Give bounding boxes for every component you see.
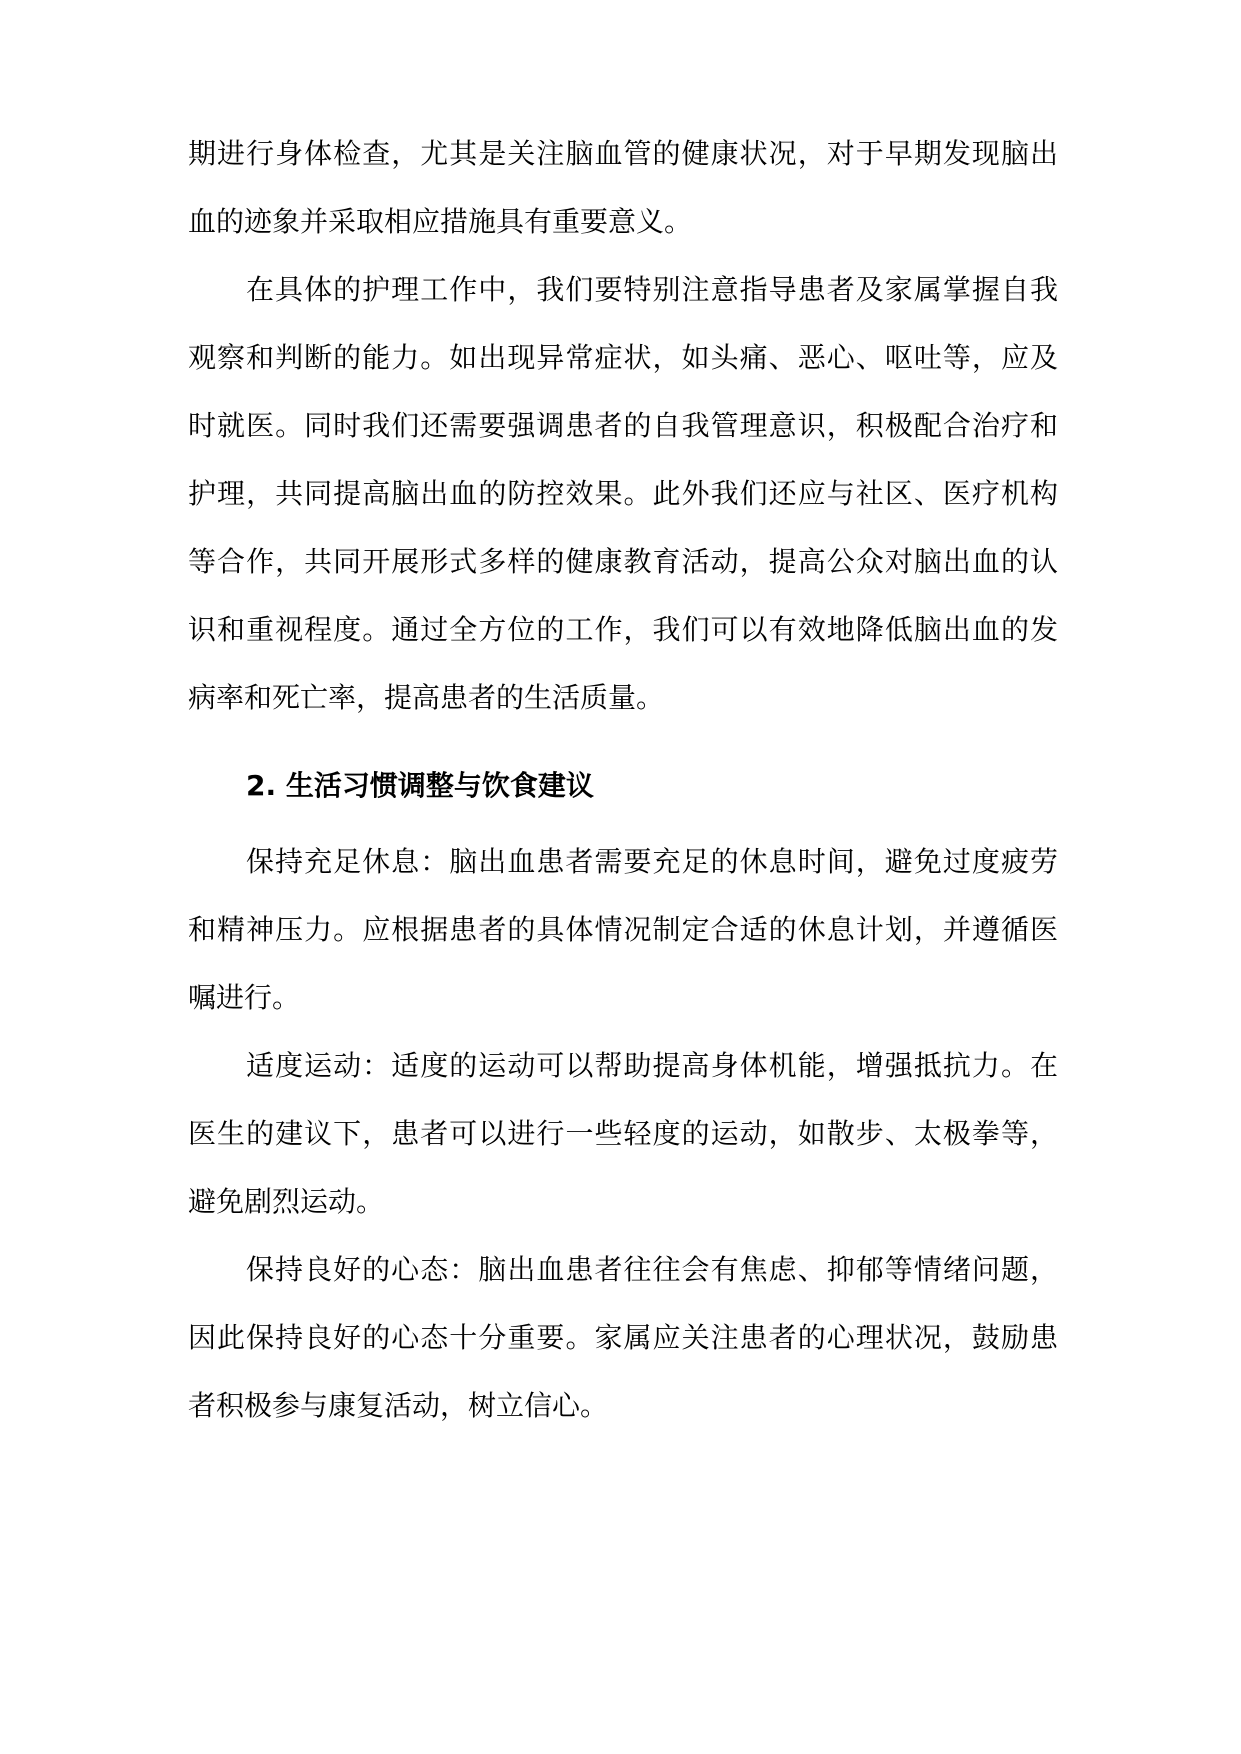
text-line: 血的迹象并采取相应措施具有重要意义。 [188, 205, 693, 238]
text-line: 医生的建议下，患者可以进行一些轻度的运动，如散步、太极拳等， [188, 1117, 1058, 1150]
text-line: 期进行身体检查，尤其是关注脑血管的健康状况，对于早期发现脑出 [188, 137, 1058, 170]
text-line: 避免剧烈运动。 [188, 1185, 385, 1218]
text-line: 和精神压力。应根据患者的具体情况制定合适的休息计划，并遵循医 [188, 913, 1058, 946]
text-line: 等合作，共同开展形式多样的健康教育活动，提高公众对脑出血的认 [188, 545, 1058, 578]
text-line: 嘱进行。 [188, 981, 301, 1014]
text-line: 者积极参与康复活动，树立信心。 [188, 1389, 609, 1422]
text-line: 适度运动：适度的运动可以帮助提高身体机能，增强抵抗力。在 [246, 1049, 1058, 1082]
text-line: 保持充足休息：脑出血患者需要充足的休息时间，避免过度疲劳 [246, 845, 1058, 878]
section-heading: 2. 生活习惯调整与饮食建议 [246, 769, 594, 802]
text-line: 病率和死亡率，提高患者的生活质量。 [188, 681, 665, 714]
text-line: 在具体的护理工作中，我们要特别注意指导患者及家属掌握自我 [246, 273, 1058, 306]
text-line: 观察和判断的能力。如出现异常症状，如头痛、恶心、呕吐等，应及 [188, 341, 1058, 374]
text-line: 护理，共同提高脑出血的防控效果。此外我们还应与社区、医疗机构 [188, 477, 1058, 510]
text-line: 保持良好的心态：脑出血患者往往会有焦虑、抑郁等情绪问题， [246, 1253, 1058, 1286]
text-line: 识和重视程度。通过全方位的工作，我们可以有效地降低脑出血的发 [188, 613, 1058, 646]
text-line: 时就医。同时我们还需要强调患者的自我管理意识，积极配合治疗和 [188, 409, 1058, 442]
text-line: 因此保持良好的心态十分重要。家属应关注患者的心理状况，鼓励患 [188, 1321, 1058, 1354]
